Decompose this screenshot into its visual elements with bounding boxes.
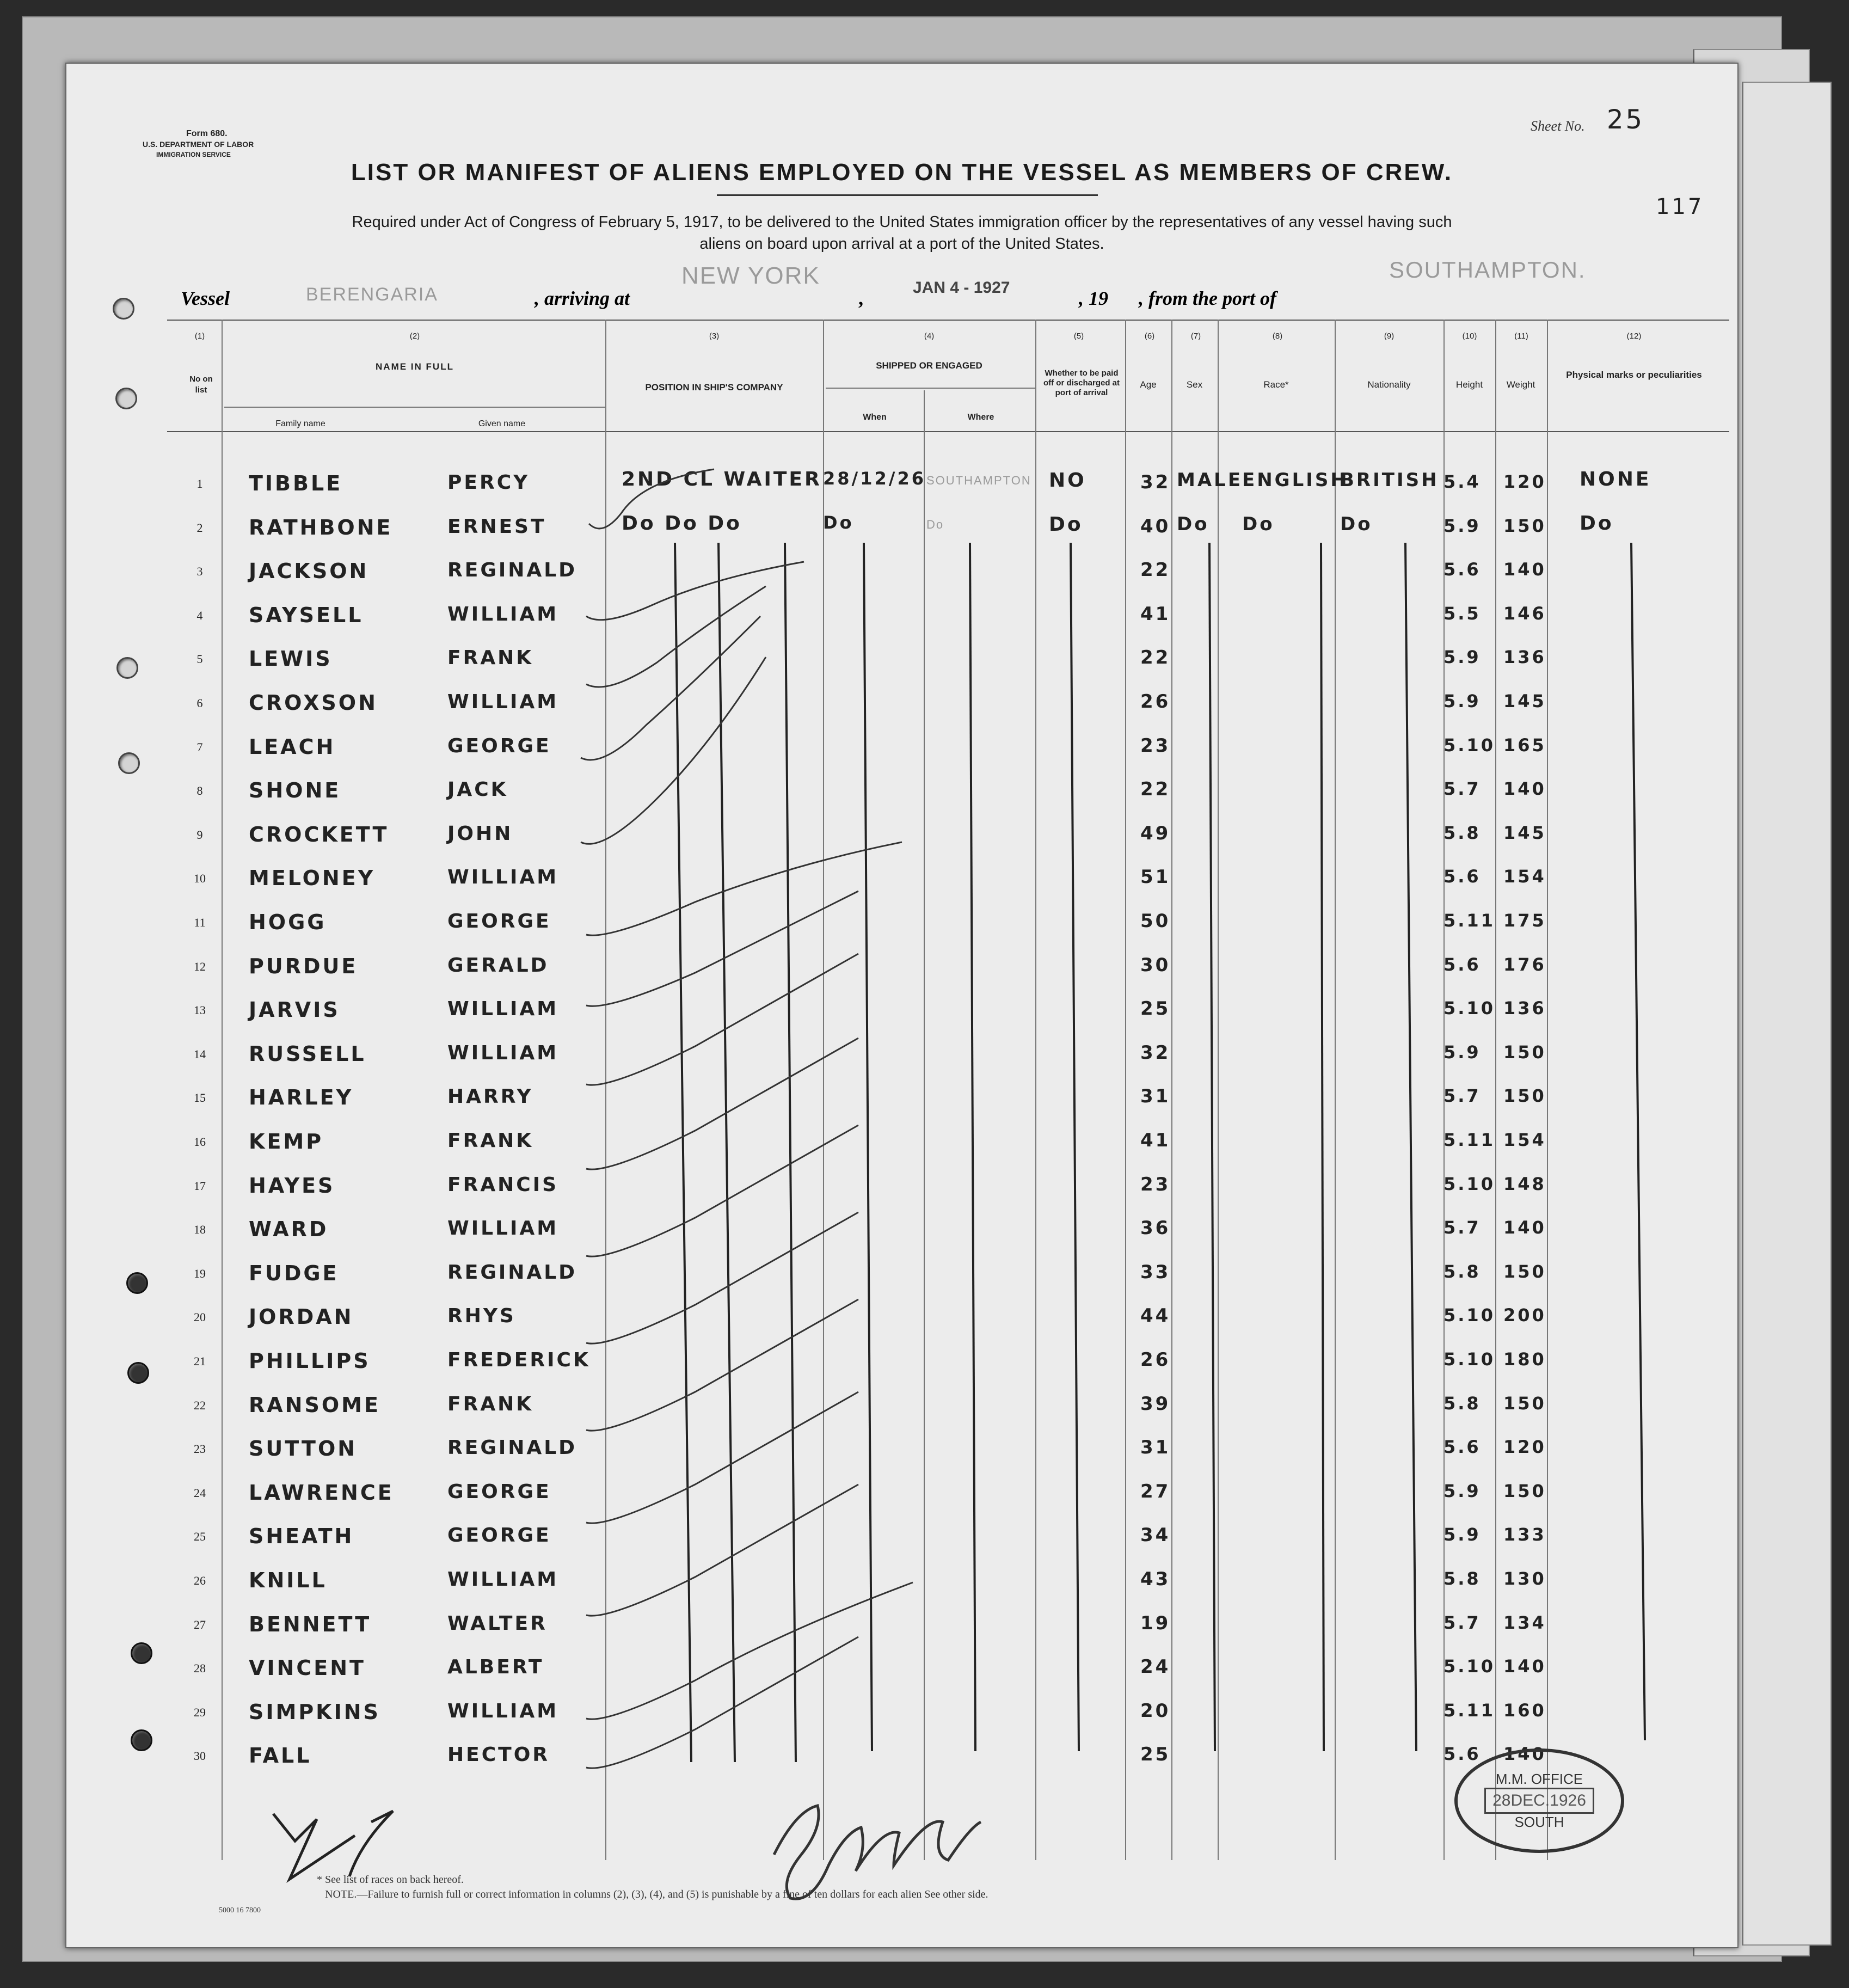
given-name: FRANK xyxy=(447,1392,534,1415)
height: 5.9 xyxy=(1443,515,1481,536)
weight: 136 xyxy=(1503,998,1546,1019)
family-name: SUTTON xyxy=(249,1437,358,1461)
given-name: GERALD xyxy=(447,954,549,977)
given-name: FREDERICK xyxy=(447,1349,591,1371)
weight: 150 xyxy=(1503,1085,1546,1107)
family-name: SHEATH xyxy=(249,1524,354,1549)
given-name: REGINALD xyxy=(447,1261,578,1284)
family-name: HOGG xyxy=(249,910,327,934)
row-number: 8 xyxy=(196,784,203,798)
given-name: WILLIAM xyxy=(447,1568,559,1591)
height: 5.8 xyxy=(1443,1392,1481,1414)
given-name: FRANK xyxy=(447,1130,534,1152)
weight: 160 xyxy=(1503,1699,1546,1721)
row-number: 18 xyxy=(194,1223,206,1237)
row-number: 22 xyxy=(194,1398,206,1412)
arriving-port: NEW YORK xyxy=(681,262,820,289)
weight: 140 xyxy=(1503,1217,1546,1238)
family-name: JARVIS xyxy=(249,998,340,1022)
given-name: GEORGE xyxy=(447,1524,551,1547)
height: 5.9 xyxy=(1443,647,1481,668)
family-name: PHILLIPS xyxy=(249,1349,371,1373)
race: Do xyxy=(1242,513,1275,535)
height: 5.4 xyxy=(1443,471,1481,492)
race: ENGLISH xyxy=(1242,469,1348,491)
family-name: CROCKETT xyxy=(249,822,389,846)
weight: 150 xyxy=(1503,515,1546,536)
row-number: 6 xyxy=(196,696,203,710)
nationality: BRITISH xyxy=(1340,469,1439,491)
stamp-bottom: SOUTH xyxy=(1514,1814,1564,1830)
binder-hole xyxy=(113,298,134,320)
col-number-9: (9) xyxy=(1384,332,1395,341)
row-number: 11 xyxy=(194,916,206,929)
family-name: MELONEY xyxy=(249,866,376,891)
row-number: 20 xyxy=(194,1310,206,1324)
page-number: 117 xyxy=(1656,194,1704,219)
family-name: RATHBONE xyxy=(249,515,393,539)
age: 22 xyxy=(1140,647,1171,669)
weight: 154 xyxy=(1503,1130,1546,1150)
row-number: 15 xyxy=(194,1091,206,1105)
row-number: 7 xyxy=(196,740,203,754)
given-name: WILLIAM xyxy=(447,1041,559,1064)
height: 5.10 xyxy=(1443,734,1495,756)
age: 32 xyxy=(1140,471,1171,493)
age: 49 xyxy=(1140,822,1171,844)
given-name: PERCY xyxy=(447,471,530,494)
header-name-in-full: NAME IN FULL xyxy=(376,361,454,372)
age: 43 xyxy=(1140,1568,1171,1590)
given-name: FRANCIS xyxy=(447,1173,559,1196)
weight: 136 xyxy=(1503,647,1546,668)
family-name: LEACH xyxy=(249,734,336,759)
header-family-name: Family name xyxy=(275,419,325,428)
age: 22 xyxy=(1140,559,1171,581)
age: 50 xyxy=(1140,910,1171,932)
row-number: 1 xyxy=(196,477,203,490)
row-number: 9 xyxy=(196,827,203,842)
height: 5.11 xyxy=(1443,910,1495,931)
row-number: 26 xyxy=(194,1574,206,1587)
shipped-where: Do xyxy=(926,517,944,531)
ditto-pen-lines xyxy=(66,64,1737,1947)
weight: 146 xyxy=(1503,603,1546,624)
row-number: 5 xyxy=(196,652,203,666)
weight: 150 xyxy=(1503,1041,1546,1063)
binder-hole xyxy=(131,1729,152,1751)
weight: 150 xyxy=(1503,1480,1546,1501)
height: 5.11 xyxy=(1443,1699,1495,1721)
given-name: HECTOR xyxy=(447,1744,550,1766)
position: 2ND CL WAITER xyxy=(622,468,822,490)
shipped-when: Do xyxy=(823,512,854,533)
age: 41 xyxy=(1140,603,1171,625)
age: 23 xyxy=(1140,734,1171,757)
age: 20 xyxy=(1140,1699,1171,1722)
row-number: 27 xyxy=(194,1617,206,1631)
subtitle-line-2: aliens on board upon arrival at a port of the United States. xyxy=(699,235,1104,253)
weight: 176 xyxy=(1503,954,1546,975)
subtitle-line-1: Required under Act of Congress of February 5, 1917, to be delivered to the United States immigration officer by the representatives of any vessel having such xyxy=(352,213,1452,231)
shipped-where: SOUTHAMPTON xyxy=(926,474,1031,487)
given-name: WILLIAM xyxy=(447,1699,559,1722)
col-number-1: (1) xyxy=(194,332,205,341)
row-number: 19 xyxy=(194,1266,206,1280)
header-given-name: Given name xyxy=(478,419,526,428)
height: 5.9 xyxy=(1443,1480,1481,1501)
height: 5.10 xyxy=(1443,1173,1495,1194)
row-number: 12 xyxy=(194,959,206,973)
col-number-11: (11) xyxy=(1514,332,1528,341)
family-name: RUSSELL xyxy=(249,1041,366,1066)
height: 5.10 xyxy=(1443,1656,1495,1677)
family-name: PURDUE xyxy=(249,954,358,978)
given-name: ALBERT xyxy=(447,1656,544,1679)
header-position: POSITION IN SHIP'S COMPANY xyxy=(645,382,783,392)
weight: 133 xyxy=(1503,1524,1546,1545)
height: 5.6 xyxy=(1443,559,1481,580)
given-name: GEORGE xyxy=(447,1480,551,1503)
weight: 120 xyxy=(1503,1437,1546,1458)
binder-hole xyxy=(115,388,137,409)
header-race: Race* xyxy=(1263,379,1289,390)
weight: 200 xyxy=(1503,1305,1546,1326)
family-name: RANSOME xyxy=(249,1392,380,1417)
given-name: WILLIAM xyxy=(447,1217,559,1240)
given-name: REGINALD xyxy=(447,559,578,582)
age: 25 xyxy=(1140,998,1171,1020)
from-port-label: , from the port of xyxy=(1139,287,1277,309)
row-number: 3 xyxy=(196,565,203,579)
sheet-number: 25 xyxy=(1607,105,1645,135)
height: 5.7 xyxy=(1443,1217,1481,1238)
family-name: HAYES xyxy=(249,1173,335,1198)
shipped-when: 28/12/26 xyxy=(823,468,926,489)
header-no-on-list: No on list xyxy=(189,375,213,395)
height: 5.11 xyxy=(1443,1130,1495,1150)
height: 5.8 xyxy=(1443,1261,1481,1282)
weight: 165 xyxy=(1503,734,1546,756)
row-number: 21 xyxy=(194,1354,206,1368)
arriving-label: , arriving at xyxy=(535,287,630,309)
given-name: FRANK xyxy=(447,647,534,670)
family-name: JACKSON xyxy=(249,559,369,584)
row-number: 17 xyxy=(194,1179,206,1193)
header-where: Where xyxy=(967,413,994,422)
header-age: Age xyxy=(1140,379,1157,390)
family-name: JORDAN xyxy=(249,1305,354,1329)
row-number: 10 xyxy=(194,872,206,886)
paid-off: Do xyxy=(1049,513,1083,536)
age: 31 xyxy=(1140,1437,1171,1459)
weight: 145 xyxy=(1503,822,1546,843)
height: 5.7 xyxy=(1443,778,1481,800)
given-name: RHYS xyxy=(447,1305,516,1328)
col-number-3: (3) xyxy=(709,332,720,341)
age: 30 xyxy=(1140,954,1171,976)
header-paid-off: Whether to be paid off or discharged at port of arrival xyxy=(1043,369,1120,397)
given-name: HARRY xyxy=(447,1085,533,1108)
footer-note: NOTE.—Failure to furnish full or correct information in columns (2), (3), (4), and (5) is punishable by a fine of ten dollars for each alien See other side. xyxy=(325,1888,988,1900)
binder-hole xyxy=(127,1362,149,1384)
weight: 145 xyxy=(1503,691,1546,711)
height: 5.10 xyxy=(1443,1349,1495,1370)
binder-hole xyxy=(131,1642,152,1664)
height: 5.6 xyxy=(1443,866,1481,887)
height: 5.10 xyxy=(1443,1305,1495,1326)
row-number: 25 xyxy=(194,1530,206,1544)
age: 40 xyxy=(1140,515,1171,537)
weight: 150 xyxy=(1503,1392,1546,1414)
age: 33 xyxy=(1140,1261,1171,1283)
header-sex: Sex xyxy=(1186,379,1203,390)
family-name: LEWIS xyxy=(249,647,333,671)
height: 5.10 xyxy=(1443,998,1495,1019)
weight: 175 xyxy=(1503,910,1546,931)
row-number: 30 xyxy=(194,1749,206,1763)
header-height: Height xyxy=(1455,379,1483,390)
stamp-text: M.M. OFFICE xyxy=(1495,1771,1583,1787)
row-number: 14 xyxy=(194,1047,206,1061)
height: 5.6 xyxy=(1443,1437,1481,1458)
age: 26 xyxy=(1140,1349,1171,1371)
position: Do Do Do xyxy=(622,512,742,535)
age: 23 xyxy=(1140,1173,1171,1195)
weight: 150 xyxy=(1503,1261,1546,1282)
binder-hole xyxy=(118,752,140,774)
given-name: WILLIAM xyxy=(447,603,559,625)
height: 5.7 xyxy=(1443,1612,1481,1633)
family-name: CROXSON xyxy=(249,691,378,715)
sheet-label: Sheet No. xyxy=(1531,118,1585,134)
header-shipped: SHIPPED OR ENGAGED xyxy=(876,360,982,371)
family-name: FUDGE xyxy=(249,1261,339,1285)
family-name: VINCENT xyxy=(249,1656,366,1680)
header-nationality: Nationality xyxy=(1367,379,1411,390)
height: 5.6 xyxy=(1443,1744,1481,1765)
height: 5.8 xyxy=(1443,1568,1481,1589)
binder-hole xyxy=(126,1272,148,1294)
from-port: SOUTHAMPTON. xyxy=(1389,257,1586,283)
height: 5.9 xyxy=(1443,1041,1481,1063)
age: 27 xyxy=(1140,1480,1171,1502)
row-number: 16 xyxy=(194,1135,206,1149)
age: 31 xyxy=(1140,1085,1171,1108)
family-name: SAYSELL xyxy=(249,603,364,627)
weight: 134 xyxy=(1503,1612,1546,1633)
arrival-date: JAN 4 - 1927 xyxy=(913,279,1010,297)
department: U.S. DEPARTMENT OF LABOR xyxy=(143,140,254,149)
arriving-comma: , xyxy=(858,287,863,309)
height: 5.9 xyxy=(1443,1524,1481,1545)
weight: 120 xyxy=(1503,471,1546,492)
age: 34 xyxy=(1140,1524,1171,1547)
col-number-8: (8) xyxy=(1272,332,1283,341)
under-page-3 xyxy=(1742,82,1832,1946)
col-number-6: (6) xyxy=(1144,332,1155,341)
sex: Do xyxy=(1177,513,1209,535)
weight: 140 xyxy=(1503,1744,1546,1765)
weight: 148 xyxy=(1503,1173,1546,1194)
weight: 154 xyxy=(1503,866,1546,887)
signature-scribble-center xyxy=(774,1806,981,1899)
given-name: ERNEST xyxy=(447,515,546,538)
binder-hole xyxy=(116,657,138,679)
vessel-name: BERENGARIA xyxy=(306,284,438,305)
vessel-label: Vessel xyxy=(181,287,230,309)
col-number-7: (7) xyxy=(1190,332,1201,341)
age: 41 xyxy=(1140,1130,1171,1151)
height: 5.7 xyxy=(1443,1085,1481,1107)
age: 19 xyxy=(1140,1612,1171,1634)
family-name: KNILL xyxy=(249,1568,327,1592)
col-number-12: (12) xyxy=(1626,332,1642,341)
height: 5.8 xyxy=(1443,822,1481,843)
weight: 140 xyxy=(1503,559,1546,580)
weight: 180 xyxy=(1503,1349,1546,1370)
stamp-date: 28DEC.1926 xyxy=(1484,1788,1594,1814)
family-name: WARD xyxy=(249,1217,329,1242)
height: 5.5 xyxy=(1443,603,1481,624)
weight: 140 xyxy=(1503,1656,1546,1677)
sex: MALE xyxy=(1177,469,1243,491)
row-number: 4 xyxy=(196,608,203,622)
family-name: TIBBLE xyxy=(249,471,343,495)
header-physical-marks: Physical marks or peculiarities xyxy=(1566,370,1702,380)
age: 26 xyxy=(1140,691,1171,713)
physical-marks: Do xyxy=(1580,512,1614,535)
row-number: 23 xyxy=(194,1442,206,1456)
row-number: 2 xyxy=(196,520,203,535)
age: 22 xyxy=(1140,778,1171,801)
age: 51 xyxy=(1140,866,1171,888)
family-name: KEMP xyxy=(249,1130,324,1153)
col-number-4: (4) xyxy=(924,332,935,341)
age: 36 xyxy=(1140,1217,1171,1240)
manifest-page xyxy=(65,63,1739,1948)
age: 44 xyxy=(1140,1305,1171,1327)
family-name: LAWRENCE xyxy=(249,1480,394,1505)
family-name: SHONE xyxy=(249,778,341,803)
age: 24 xyxy=(1140,1656,1171,1678)
signature-scribble-left xyxy=(273,1811,393,1879)
form-number: Form 680. xyxy=(186,129,228,138)
age: 39 xyxy=(1140,1392,1171,1415)
row-number: 24 xyxy=(194,1486,206,1500)
service: IMMIGRATION SERVICE xyxy=(156,151,231,158)
age: 25 xyxy=(1140,1744,1171,1766)
height: 5.9 xyxy=(1443,691,1481,711)
row-number: 29 xyxy=(194,1705,206,1719)
physical-marks: NONE xyxy=(1580,468,1651,490)
given-name: WILLIAM xyxy=(447,866,559,889)
given-name: JACK xyxy=(447,778,508,801)
office-stamp xyxy=(1454,1748,1624,1853)
col-number-5: (5) xyxy=(1073,332,1084,341)
family-name: HARLEY xyxy=(249,1085,354,1110)
row-number: 28 xyxy=(194,1661,206,1676)
header-when: When xyxy=(863,413,887,422)
given-name: WILLIAM xyxy=(447,691,559,713)
paid-off: NO xyxy=(1049,469,1086,492)
row-number: 13 xyxy=(194,1003,206,1017)
print-code: 5000 16 7800 xyxy=(219,1906,261,1915)
family-name: BENNETT xyxy=(249,1612,372,1636)
given-name: WILLIAM xyxy=(447,998,559,1021)
family-name: SIMPKINS xyxy=(249,1699,380,1724)
age: 32 xyxy=(1140,1041,1171,1064)
given-name: GEORGE xyxy=(447,734,551,757)
family-name: FALL xyxy=(249,1744,312,1768)
given-name: GEORGE xyxy=(447,910,551,932)
height: 5.6 xyxy=(1443,954,1481,975)
footer-race-note: * See list of races on back hereof. xyxy=(317,1874,464,1886)
given-name: REGINALD xyxy=(447,1437,578,1459)
col-number-10: (10) xyxy=(1462,332,1477,341)
year-label: , 19 xyxy=(1079,287,1108,309)
weight: 130 xyxy=(1503,1568,1546,1589)
given-name: WALTER xyxy=(447,1612,548,1635)
given-name: JOHN xyxy=(447,822,513,845)
header-weight: Weight xyxy=(1506,379,1535,390)
manifest-title: LIST OR MANIFEST OF ALIENS EMPLOYED ON THE VESSEL AS MEMBERS OF CREW. xyxy=(351,159,1453,186)
weight: 140 xyxy=(1503,778,1546,800)
col-number-2: (2) xyxy=(409,332,420,341)
nationality: Do xyxy=(1340,513,1373,535)
